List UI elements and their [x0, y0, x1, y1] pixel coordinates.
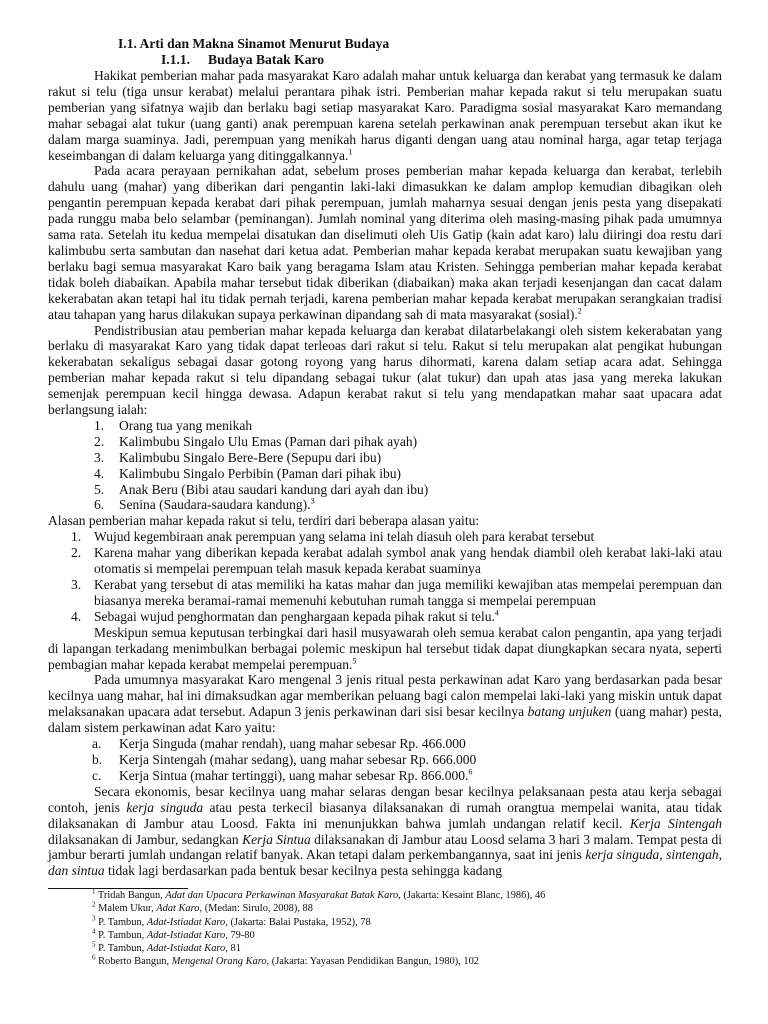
reasons-intro: Alasan pemberian mahar kepada rakut si telu, terdiri dari beberapa alasan yaitu:	[48, 513, 480, 529]
list-item: a. Kerja Singuda (mahar rendah), uang mahar sebesar Rp. 466.000	[92, 736, 466, 752]
document-page	[48, 36, 722, 968]
kerabat-list	[48, 418, 722, 513]
list-item: 4. Kalimbubu Singalo Perbibin (Paman dari pihak ibu)	[94, 465, 401, 481]
list-item: 3. Kerabat yang tersebut di atas memiliki ha katas mahar dan juga memiliki kewajiban atas mempelai perempuan dan biasanya mereka beramai-ramai memenuhi kebutuhan rumah tangga si mempelai perempuan	[71, 577, 722, 608]
reasons-list	[48, 529, 722, 624]
footnote-ref-6: 6	[468, 767, 473, 777]
paragraph-5: Pada umumnya masyarakat Karo mengenal 3 jenis ritual pesta perkawinan adat Karo yang berdasarkan pada besar kecilnya uang mahar, hal ini dimaksudkan agar memberikan peluang bagi calon mempelai laki-laki yang miskin untuk dapat melaksanakan upacara adat tersebut. Adapun 3 jenis perkawinan dari sisi besar kecilnya batang unjuken (uang mahar) pesta, dalam sistem perkawinan adat Karo yaitu:	[48, 672, 722, 736]
footnote-ref-3: 3	[310, 496, 315, 506]
list-item: 5. Anak Beru (Bibi atau saudari kandung dari ayah dan ibu)	[94, 481, 429, 497]
footnote-ref-4: 4	[494, 608, 499, 618]
footnote-ref-5: 5	[352, 656, 357, 666]
footnote: $^2$ Malem Ukur, Adat Karo, (Medan: Sirulo, 2008), 88	[92, 900, 313, 915]
list-item: 4. Sebagai wujud penghormatan dan penghargaan kepada pihak rakut si telu.$^4$	[71, 608, 499, 624]
list-item: 2. Karena mahar yang diberikan kepada kerabat adalah symbol anak yang hendak diambil oleh kerabat laki-laki atau otomatis si mempelai perempuan telah masuk kepada kerabat suaminya	[71, 545, 722, 577]
list-item: c. Kerja Sintua (mahar tertinggi), uang mahar sebesar Rp. 866.000.$^6$	[92, 767, 473, 783]
subsection-number: I.1.1.	[161, 52, 191, 67]
footnote-ref-1: 1	[348, 147, 353, 157]
list-item: 6. Senina (Saudara-saudara kandung).$^3$	[94, 496, 315, 513]
subsection-heading	[161, 52, 722, 68]
list-item: 1. Wujud kegembiraan anak perempuan yang selama ini telah diasuh oleh para kerabat tersebut	[71, 529, 595, 545]
footnote: $^3$ P. Tambun, Adat-Istiadat Karo, (Jakarta: Balai Pustaka, 1952), 78	[92, 914, 371, 928]
footnote: $^6$ Roberto Bangun, Mengenal Orang Karo, (Jakarta: Yayasan Pendidikan Bangun, 1980), 102	[92, 953, 479, 968]
list-item: b. Kerja Sintengah (mahar sedang), uang mahar sebesar Rp. 666.000	[92, 751, 477, 767]
paragraph-2: Pada acara perayaan pernikahan adat, sebelum proses pemberian mahar kepada keluarga dan kerabat, terlebih dahulu uang (mahar) yang diberikan dari pengantin laki-laki dimasukkan ke dalam amplop kemudian dibagikan oleh pengantin perempuan kepada kerabat dari pihak perempuan, jumlah maharnya sesuai dengan jenis pesta yang disepakati pada runggu maba belo selambar (peminangan). Jumlah nominal yang diterima oleh masing-masing pihak pada umumnya sama rata. Setelah itu kedua mempelai disatukan dan diselimuti oleh Uis Gatip (kain adat karo) lalu diiringi doa restu dari kalimbubu serta sambutan dan nasehat dari ketua adat. Pemberian mahar kepada kerabat merupakan suatu kewajiban yang berlaku bagi semua masyarakat Karo baik yang beragama Islam atau Kristen. Sehingga pemberian mahar kepada kerabat tidak boleh diabaikan. Apabila mahar tersebut tidak diberikan (diabaikan) maka akan terjadi kesenjangan dan cacat dalam kekerabatan akan tetapi hal itu tidak pernah terjadi, karena pemberian mahar kepada kerabat merupakan serangkaian tradisi atau tahapan yang harus dilakukan supaya perkawinan dipandang sah di mata masyarakat (sosial).$^2$	[48, 163, 722, 322]
paragraph-3: Pendistribusian atau pemberian mahar kepada keluarga dan kerabat dilatarbelakangi oleh sistem kekerabatan yang berlaku di masyarakat Karo yang tidak dapat terleoas dari rakut si telu. Rakut si telu merupakan alat pengikat hubungan kekerabatan sekaligus sebagai dasar gotong royong yang harus dihormati, karena dalam setiap acara adat. Sehingga pemberian mahar kepada rakut si telu dipandang sebagai tukur (alat tukur) dan upah atas jasa yang mereka lakukan semenjak perempuan kecil hingga dewasa. Adapun kerabat rakut si telu yang mendapatkan mahar saat upacara adat berlangsung ialah:	[48, 322, 722, 418]
footnote: $^1$ Tridah Bangun, Adat dan Upacara Perkawinan Masyarakat Batak Karo, (Jakarta: Kesaint Blanc, 1986), 46	[92, 887, 546, 902]
paragraph-1: Hakikat pemberian mahar pada masyarakat Karo adalah mahar untuk keluarga dan kerabat yang termasuk ke dalam rakut si telu (tiga unsur kerabat) melalui perantara pihak istri. Pemberian mahar kepada rakut si telu merupakan suatu pemberian yang sifatnya wajib dan berlaku bagi setiap masyarakat Karo. Paradigma sosial masyarakat Karo memandang mahar sebagai alat tukur (uang ganti) anak perempuan karena setelah perkawinan anak perempuan tersebut akan ikut ke dalam marga suaminya. Jadi, perempuan yang menikah harus diganti dengan uang atau nominal harga, agar tetap terjaga keseimbangan di dalam keluarga yang ditinggalkannya.$^1$	[48, 68, 722, 163]
paragraph-4: Meskipun semua keputusan terbingkai dari hasil musyawarah oleh semua kerabat calon pengantin, apa yang terjadi di lapangan terkadang menimbulkan berbagai polemic meskipun hal tersebut tidak dapat diungkapkan secara nyata, seperti pembagian mahar kepada kerabat mempelai perempuan.$^5$	[48, 624, 722, 672]
subsection-title: Budaya Batak Karo	[208, 52, 325, 67]
footnote-ref-2: 2	[577, 306, 582, 316]
section-heading: I.1. Arti dan Makna Sinamot Menurut Budaya	[118, 36, 390, 51]
list-item: 1. Orang tua yang menikah	[94, 417, 253, 433]
mahar-types-list	[48, 736, 722, 784]
paragraph-6: Secara ekonomis, besar kecilnya uang mahar selaras dengan besar kecilnya pelaksanaan pesta atau kerja sebagai contoh, jenis kerja singuda atau pesta terkecil biasanya dilaksanakan di rumah orangtua mempelai wanita, atau tidak dilaksanakan di Jambur atau Loosd. Fakta ini menunjukkan bahwa jumlah undangan relatif kecil. Kerja Sintengah dilaksanakan di Jambur, sedangkan Kerja Sintua dilaksanakan di Jambur atau Loosd selama 3 hari 3 malam. Tempat pesta di jambur berarti jumlah undangan relatif banyak. Akan tetapi dalam perkembangannya, saat ini jenis kerja singuda, sintengah, dan sintua tidak lagi berdasarkan pada bentuk besar kecilnya pesta sehingga kadang	[48, 783, 722, 879]
list-item: 2. Kalimbubu Singalo Ulu Emas (Paman dari pihak ayah)	[94, 433, 418, 449]
footnote: $^4$ P. Tambun, Adat-Istiadat Karo, 79-80	[92, 927, 255, 941]
list-item: 3. Kalimbubu Singalo Bere-Bere (Sepupu dari ibu)	[94, 449, 382, 465]
footnote: $^5$ P. Tambun, Adat-Istiadat Karo, 81	[92, 940, 241, 955]
